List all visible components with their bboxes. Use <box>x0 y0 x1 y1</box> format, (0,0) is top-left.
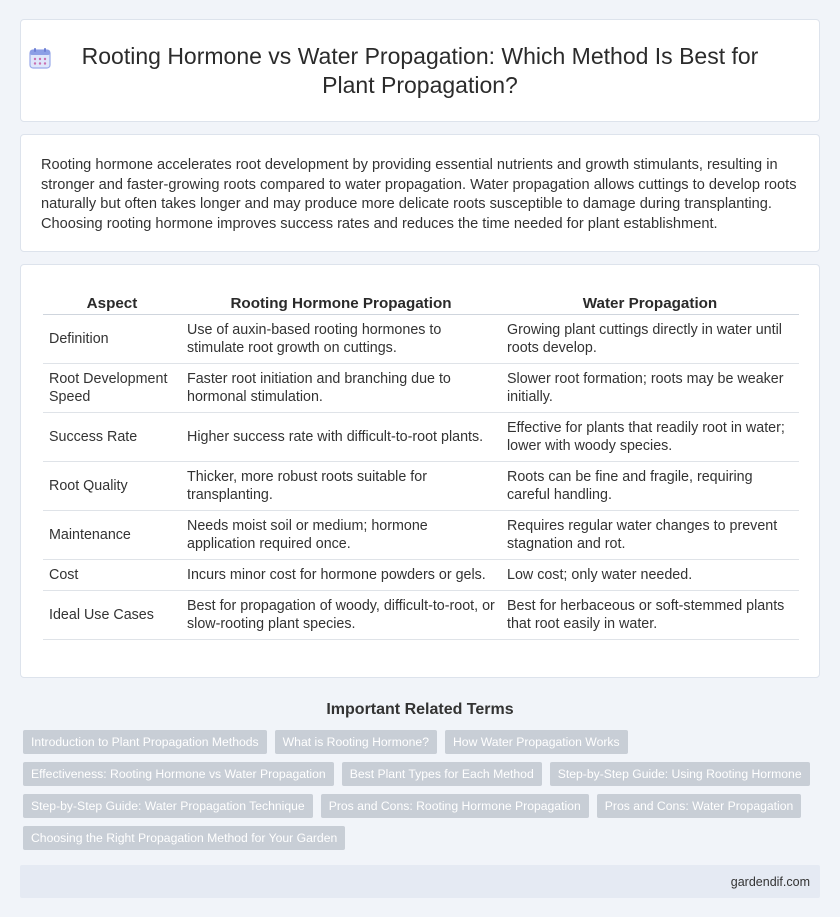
row-rooting-hormone: Thicker, more robust roots suitable for transplanting. <box>181 462 501 511</box>
row-aspect: Definition <box>43 315 181 364</box>
calendar-icon <box>28 46 52 70</box>
row-aspect: Ideal Use Cases <box>43 591 181 640</box>
page-title: Rooting Hormone vs Water Propagation: Which Method Is Best for Plant Propagation? <box>81 42 759 98</box>
row-aspect: Maintenance <box>43 511 181 560</box>
table-row <box>43 462 799 511</box>
comparison-table <box>43 292 799 640</box>
row-aspect: Root Development Speed <box>43 364 181 413</box>
row-aspect: Success Rate <box>43 413 181 462</box>
row-rooting-hormone: Faster root initiation and branching due to hormonal stimulation. <box>181 364 501 413</box>
related-term-tag[interactable]: Step-by-Step Guide: Water Propagation Technique <box>23 794 313 818</box>
table-row <box>43 413 799 462</box>
table-row <box>43 364 799 413</box>
related-term-tag[interactable]: Pros and Cons: Water Propagation <box>597 794 802 818</box>
row-aspect: Root Quality <box>43 462 181 511</box>
related-term-tag[interactable]: What is Rooting Hormone? <box>275 730 437 754</box>
row-water: Requires regular water changes to prevent stagnation and rot. <box>501 511 799 560</box>
row-water: Slower root formation; roots may be weaker initially. <box>501 364 799 413</box>
row-water: Best for herbaceous or soft-stemmed plants that root easily in water. <box>501 591 799 640</box>
column-header-aspect: Aspect <box>43 292 181 315</box>
comparison-card <box>20 264 820 678</box>
row-water: Roots can be fine and fragile, requiring careful handling. <box>501 462 799 511</box>
row-water: Low cost; only water needed. <box>501 560 799 591</box>
related-term-tag[interactable]: Effectiveness: Rooting Hormone vs Water Propagation <box>23 762 334 786</box>
intro-card <box>20 134 820 252</box>
row-rooting-hormone: Incurs minor cost for hormone powders or gels. <box>181 560 501 591</box>
table-row <box>43 560 799 591</box>
row-aspect: Cost <box>43 560 181 591</box>
related-term-tag[interactable]: Pros and Cons: Rooting Hormone Propagation <box>321 794 589 818</box>
related-terms-list <box>23 730 813 850</box>
related-terms-title: Important Related Terms <box>326 701 514 718</box>
header-card <box>20 19 820 122</box>
related-term-tag[interactable]: Best Plant Types for Each Method <box>342 762 542 786</box>
intro-text: Rooting hormone accelerates root development by providing essential nutrients and growth stimulants, resulting in stronger and faster-growing roots compared to water propagation. Water propagation allows cuttings to develop roots naturally but often takes longer and may produce more delicate roots susceptible to damage during transplanting. Choosing rooting hormone improves success rates and reduces the time needed for plant establishment. <box>41 157 797 232</box>
footer <box>20 865 820 898</box>
related-term-tag[interactable]: Introduction to Plant Propagation Methods <box>23 730 267 754</box>
table-row <box>43 511 799 560</box>
column-header-rooting-hormone: Rooting Hormone Propagation <box>181 292 501 315</box>
column-header-water: Water Propagation <box>501 292 799 315</box>
row-water: Effective for plants that readily root in water; lower with woody species. <box>501 413 799 462</box>
row-rooting-hormone: Use of auxin-based rooting hormones to stimulate root growth on cuttings. <box>181 315 501 364</box>
footer-site-link[interactable]: gardendif.com <box>730 874 810 889</box>
table-row <box>43 591 799 640</box>
related-term-tag[interactable]: Choosing the Right Propagation Method for Your Garden <box>23 826 345 850</box>
row-rooting-hormone: Best for propagation of woody, difficult-to-root, or slow-rooting plant species. <box>181 591 501 640</box>
table-header-row <box>43 292 799 315</box>
row-water: Growing plant cuttings directly in water until roots develop. <box>501 315 799 364</box>
related-term-tag[interactable]: How Water Propagation Works <box>445 730 628 754</box>
row-rooting-hormone: Needs moist soil or medium; hormone application required once. <box>181 511 501 560</box>
table-row <box>43 315 799 364</box>
row-rooting-hormone: Higher success rate with difficult-to-root plants. <box>181 413 501 462</box>
related-term-tag[interactable]: Step-by-Step Guide: Using Rooting Hormone <box>550 762 810 786</box>
